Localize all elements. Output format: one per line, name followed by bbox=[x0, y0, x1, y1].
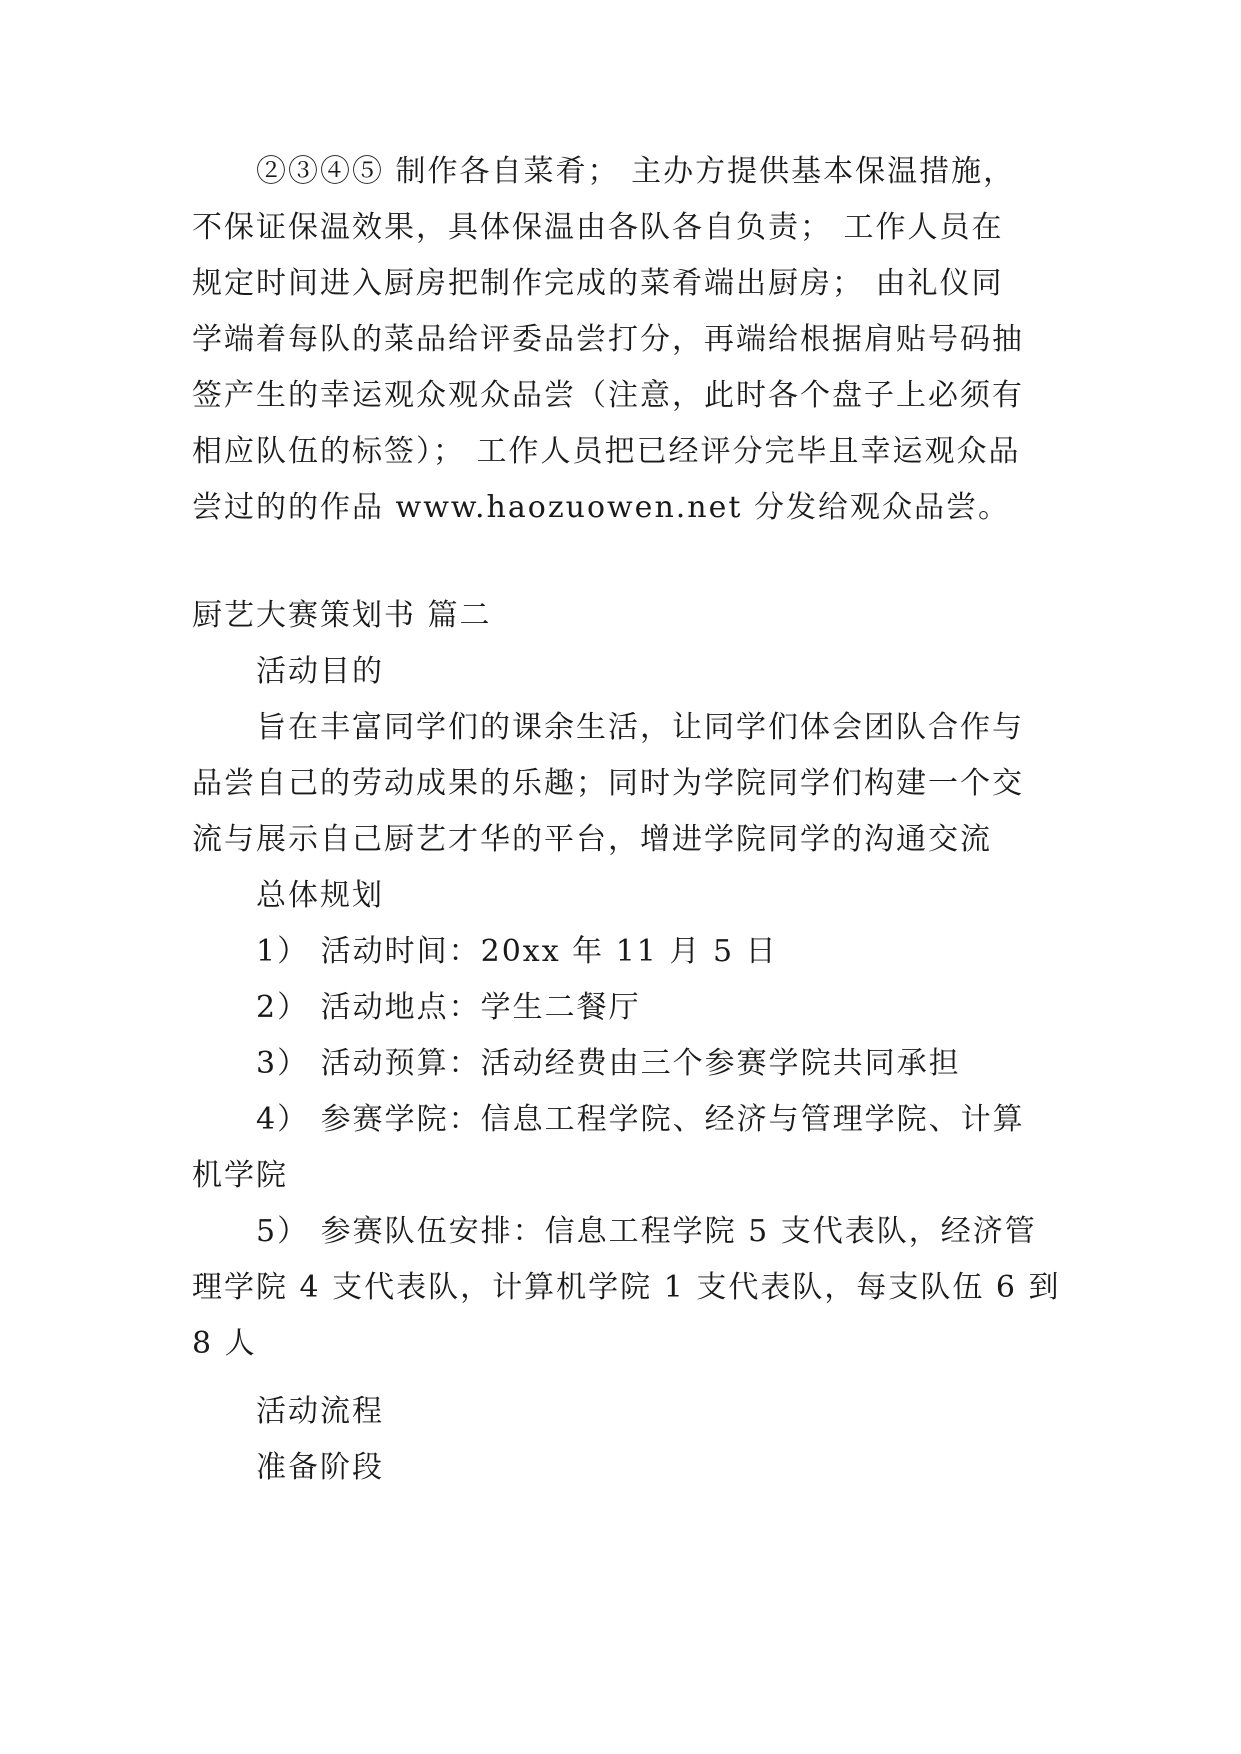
list-item: 1） 活动时间：20xx 年 11 月 5 日 bbox=[256, 934, 778, 969]
list-item: 5） 参赛队伍安排：信息工程学院 5 支代表队，经济管 bbox=[256, 1214, 1037, 1249]
subheading-purpose: 活动目的 bbox=[256, 654, 384, 689]
subheading-prep: 准备阶段 bbox=[256, 1450, 384, 1485]
paragraph-line: ②③④⑤ 制作各自菜肴； 主办方提供基本保温措施， bbox=[256, 154, 1016, 189]
paragraph-line: 流与展示自己厨艺才华的平台，增进学院同学的沟通交流 bbox=[192, 822, 992, 857]
list-item: 2） 活动地点：学生二餐厅 bbox=[256, 990, 641, 1025]
section-heading: 厨艺大赛策划书 篇二 bbox=[192, 598, 492, 633]
subheading-flow: 活动流程 bbox=[256, 1394, 384, 1429]
list-item: 3） 活动预算：活动经费由三个参赛学院共同承担 bbox=[256, 1046, 961, 1081]
list-item: 4） 参赛学院：信息工程学院、经济与管理学院、计算 bbox=[256, 1102, 1025, 1137]
subheading-plan: 总体规划 bbox=[256, 878, 384, 913]
paragraph-line: 旨在丰富同学们的课余生活，让同学们体会团队合作与 bbox=[256, 710, 1024, 745]
paragraph-line: 尝过的的作品 www.haozuowen.net 分发给观众品尝。 bbox=[192, 490, 1010, 525]
paragraph-line: 不保证保温效果，具体保温由各队各自负责； 工作人员在 bbox=[192, 210, 1004, 245]
paragraph-line: 品尝自己的劳动成果的乐趣；同时为学院同学们构建一个交 bbox=[192, 766, 1024, 801]
list-item-continuation: 机学院 bbox=[192, 1158, 288, 1193]
paragraph-line: 学端着每队的菜品给评委品尝打分，再端给根据肩贴号码抽 bbox=[192, 322, 1024, 357]
list-item-continuation: 理学院 4 支代表队，计算机学院 1 支代表队，每支队伍 6 到 bbox=[192, 1270, 1061, 1305]
paragraph-line: 签产生的幸运观众观众品尝（注意，此时各个盘子上必须有 bbox=[192, 378, 1024, 413]
list-item-continuation: 8 人 bbox=[192, 1326, 257, 1361]
paragraph-line: 相应队伍的标签）； 工作人员把已经评分完毕且幸运观众品 bbox=[192, 434, 1021, 469]
paragraph-line: 规定时间进入厨房把制作完成的菜肴端出厨房； 由礼仪同 bbox=[192, 266, 1004, 301]
